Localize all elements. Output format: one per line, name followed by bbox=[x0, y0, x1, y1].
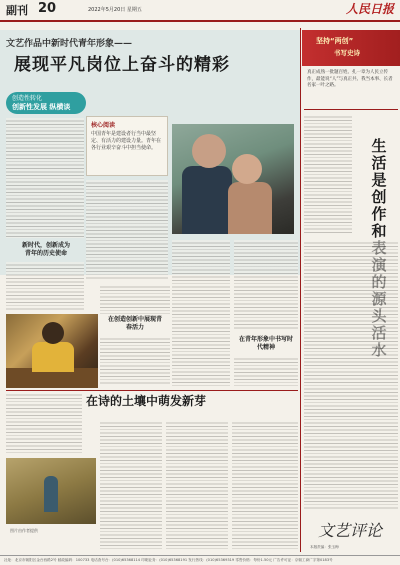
page-footer: 社址：北京市朝阳区金台西路2号 邮政编码：100733 电话查号台：(010)65368114 印刷业务：(010)65368191 发行热线：(010)65369319 零售价格：每份1.50元 广告许可证：京朝工商广字第0183号 bbox=[0, 555, 400, 565]
story-divider bbox=[6, 390, 298, 391]
body-text-column bbox=[6, 262, 84, 310]
column-badge bbox=[6, 92, 86, 114]
core-reading-text: 中国青年是建设者行当中最坚定、有活力的建设力量。青年在各行业艰辛奋斗中担当使命。 bbox=[91, 131, 162, 151]
lead-headline: 展现平凡岗位上奋斗的精彩 bbox=[14, 55, 230, 75]
core-reading-title: 核心阅读 bbox=[91, 122, 116, 129]
banner-line-1: 坚持“两创” bbox=[316, 37, 354, 45]
badge-line-1: 创造性转化 bbox=[12, 95, 43, 102]
page-header bbox=[0, 0, 400, 22]
body-text-column bbox=[234, 240, 298, 330]
banner-line-2: 书写史诗 bbox=[334, 49, 360, 57]
body-text-column bbox=[304, 240, 398, 510]
lead-photo bbox=[172, 124, 294, 234]
badge-line-2: 创新性发展 纵横谈 bbox=[12, 103, 71, 111]
subhead-3: 在青年形象中书写时 代精神 bbox=[238, 336, 293, 351]
pull-quote: 真正成熟一批题百姓、扎一章为人民立传作，最能说“人”与真正共、我当本事、长者名家一叶之路。 bbox=[304, 68, 398, 110]
body-text-column bbox=[234, 356, 298, 386]
photo-figure bbox=[32, 342, 74, 372]
right-banner bbox=[302, 30, 400, 66]
body-text-column bbox=[172, 240, 230, 386]
lead-kicker: 文艺作品中新时代青年形象—— bbox=[6, 39, 133, 49]
vertical-headline: 生活是创作和 bbox=[371, 137, 387, 240]
photo-figure bbox=[232, 154, 262, 184]
body-text-column bbox=[100, 336, 170, 386]
second-headline: 在诗的土壤中萌发新芽 bbox=[86, 394, 207, 408]
body-text-column bbox=[6, 392, 82, 454]
subhead-1: 新时代，创新成为 青年的历史使命 bbox=[21, 242, 70, 257]
body-text-column bbox=[100, 284, 170, 314]
photo-figure bbox=[42, 322, 64, 344]
student-photo bbox=[6, 314, 98, 388]
photo-figure bbox=[182, 166, 232, 234]
body-text-column bbox=[86, 180, 168, 280]
fields-photo bbox=[6, 458, 96, 524]
page-number: 20 bbox=[38, 1, 57, 16]
photo-caption: 图片由作者提供 bbox=[10, 528, 38, 533]
body-text-column bbox=[232, 420, 298, 550]
masthead-logo: 人民日报 bbox=[345, 2, 394, 16]
section-name: 副刊 bbox=[6, 4, 28, 17]
photo-figure bbox=[228, 182, 272, 234]
core-reading-box bbox=[86, 116, 168, 176]
body-text-column bbox=[6, 118, 84, 238]
photo-figure bbox=[44, 476, 58, 512]
editor-note: 本版责编：张玉梅 bbox=[310, 545, 339, 549]
issue-date: 2022年5月20日 星期五 bbox=[88, 7, 142, 13]
subhead-2: 在创造创新中展现青 春活力 bbox=[107, 316, 162, 331]
body-text-column bbox=[304, 114, 352, 234]
body-text-column bbox=[100, 420, 162, 550]
body-text-column bbox=[166, 420, 228, 550]
column-signature: 文艺评论 bbox=[318, 521, 383, 540]
photo-figure bbox=[192, 134, 226, 168]
column-divider bbox=[300, 28, 301, 552]
